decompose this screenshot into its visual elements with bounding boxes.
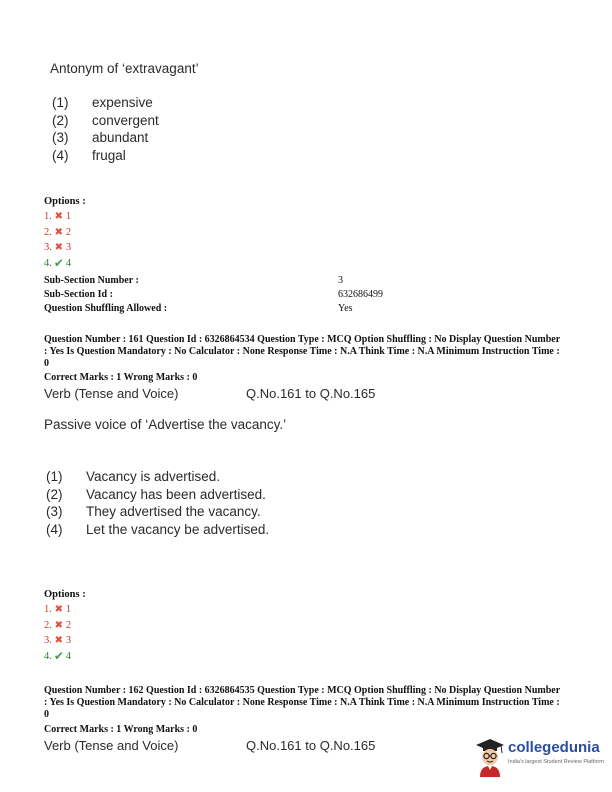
option-value: 1 — [65, 211, 72, 223]
option-row — [44, 649, 71, 665]
question-header: Question Number : 161 Question Id : 6326864534 Question Type : MCQ Option Shuffling : No Display Question Number : Yes Is Question Mandatory : No Calculator : None Response Time : N.A Think Time : N.A Minimum Instruction Time : 0 — [44, 334, 560, 369]
choice-text: abundant — [92, 130, 149, 145]
option-value: 2 — [65, 619, 72, 631]
choice-item — [52, 148, 159, 166]
option-prefix: 2. — [44, 226, 52, 238]
section-name: Verb (Tense and Voice) — [44, 386, 179, 401]
options-label: Options : — [44, 196, 86, 207]
choice-text: convergent — [92, 112, 159, 128]
meta-label: Question Shuffling Allowed : — [44, 303, 168, 314]
choice-text: Vacancy is advertised. — [86, 469, 221, 484]
choice-number: (4) — [52, 147, 69, 163]
option-prefix: 1. — [44, 211, 52, 223]
option-row — [44, 240, 71, 256]
option-value: 4 — [65, 257, 72, 269]
question-text: Passive voice of ‘Advertise the vacancy.’ — [44, 417, 287, 432]
option-value: 3 — [65, 635, 72, 647]
question-range: Q.No.161 to Q.No.165 — [246, 738, 376, 753]
choice-list — [46, 469, 269, 539]
meta-row — [44, 275, 383, 289]
option-row — [44, 209, 71, 225]
choice-item — [46, 469, 269, 487]
options-list — [44, 209, 71, 271]
meta-row — [44, 303, 383, 317]
cross-icon: ✖ — [54, 635, 64, 647]
meta-row — [44, 289, 383, 303]
question-text: Antonym of ‘extravagant’ — [50, 61, 199, 76]
option-prefix: 3. — [44, 635, 52, 647]
choice-text: frugal — [92, 147, 126, 163]
choice-number: (1) — [52, 95, 69, 110]
meta-label: Sub-Section Number : — [44, 275, 139, 286]
choice-text: Vacancy has been advertised. — [86, 486, 266, 502]
option-value: 3 — [65, 242, 72, 254]
cross-icon: ✖ — [54, 619, 64, 631]
choice-item — [46, 487, 269, 505]
question-range: Q.No.161 to Q.No.165 — [246, 386, 376, 401]
cross-icon: ✖ — [54, 604, 64, 616]
choice-number: (3) — [52, 130, 69, 145]
logo-wordmark: collegedunia — [508, 739, 600, 756]
meta-value: 3 — [338, 275, 343, 286]
choice-text: expensive — [92, 95, 153, 110]
option-value: 2 — [65, 226, 72, 238]
cross-icon: ✖ — [54, 211, 64, 223]
choice-item — [52, 95, 159, 113]
logo-tagline: India's largest Student Review Platform — [508, 759, 604, 765]
question-header: Question Number : 162 Question Id : 6326864535 Question Type : MCQ Option Shuffling : No Display Question Number : Yes Is Question Mandatory : No Calculator : None Response Time : N.A Think Time : N.A Minimum Instruction Time : 0 — [44, 685, 560, 720]
section-row — [44, 738, 375, 753]
choice-number: (1) — [46, 469, 63, 484]
section-name: Verb (Tense and Voice) — [44, 738, 179, 753]
options-list — [44, 602, 71, 664]
student-mascot-icon — [474, 737, 506, 777]
checkmark-icon: ✔ — [53, 255, 64, 270]
options-label: Options : — [44, 589, 86, 600]
option-prefix: 3. — [44, 242, 52, 254]
section-row — [44, 386, 375, 401]
choice-item — [46, 522, 269, 540]
choice-item — [52, 113, 159, 131]
option-value: 1 — [65, 604, 72, 616]
collegedunia-logo — [474, 735, 606, 779]
subsection-meta — [44, 275, 383, 317]
meta-value: 632686499 — [338, 289, 383, 300]
choice-number: (4) — [46, 521, 63, 537]
choice-number: (2) — [52, 112, 69, 128]
option-prefix: 2. — [44, 619, 52, 631]
choice-list — [52, 95, 159, 165]
choice-text: They advertised the vacancy. — [86, 504, 261, 519]
option-prefix: 1. — [44, 604, 52, 616]
choice-number: (2) — [46, 486, 63, 502]
marks-info: Correct Marks : 1 Wrong Marks : 0 — [44, 724, 198, 735]
option-prefix: 4. — [44, 650, 52, 662]
cross-icon: ✖ — [54, 226, 64, 238]
option-row — [44, 633, 71, 649]
choice-text: Let the vacancy be advertised. — [86, 521, 270, 537]
option-row — [44, 618, 71, 634]
choice-item — [52, 130, 159, 148]
cross-icon: ✖ — [54, 242, 64, 254]
checkmark-icon: ✔ — [53, 648, 64, 663]
meta-label: Sub-Section Id : — [44, 289, 113, 300]
option-row — [44, 225, 71, 241]
choice-item — [46, 504, 269, 522]
option-row — [44, 256, 71, 272]
marks-info: Correct Marks : 1 Wrong Marks : 0 — [44, 372, 198, 383]
choice-number: (3) — [46, 504, 63, 519]
option-row — [44, 602, 71, 618]
meta-value: Yes — [338, 303, 353, 314]
option-prefix: 4. — [44, 257, 52, 269]
option-value: 4 — [65, 650, 72, 662]
